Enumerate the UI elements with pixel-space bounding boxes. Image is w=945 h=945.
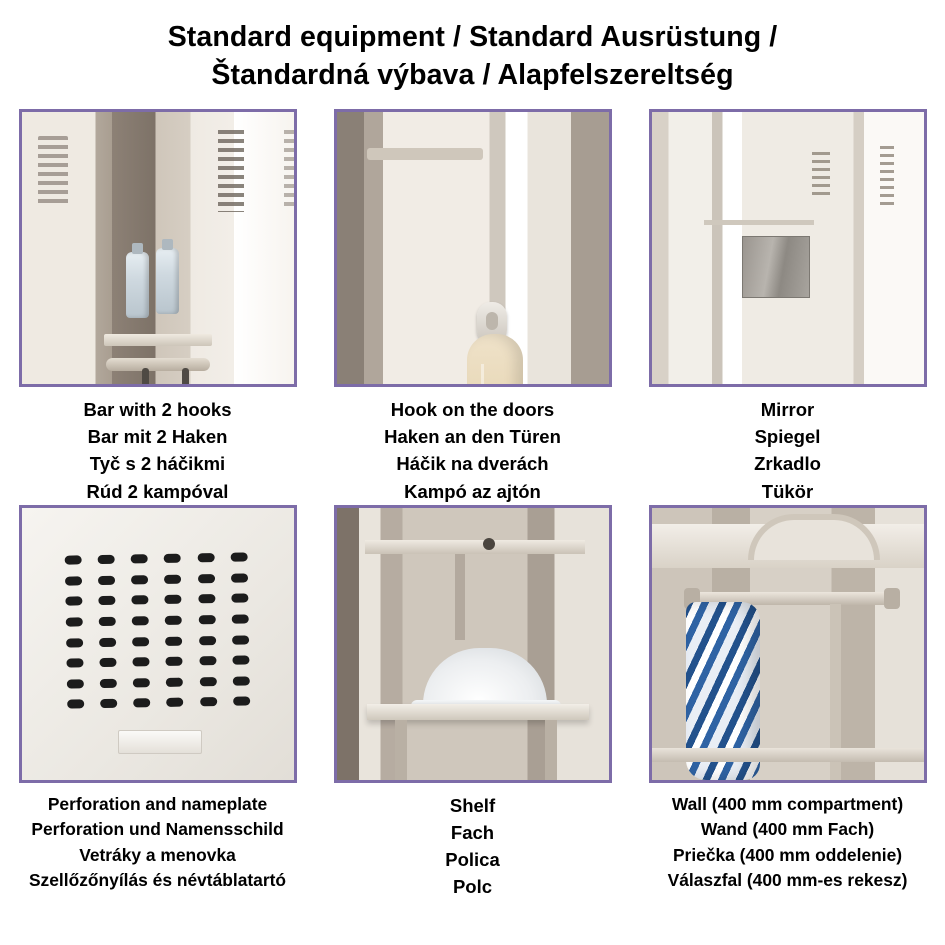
hook-icon [182, 368, 189, 387]
lower-shelf-board [652, 748, 924, 762]
equipment-item [329, 505, 616, 901]
equipment-caption [384, 396, 561, 505]
hanging-towel [467, 334, 523, 387]
shelf-photo [334, 505, 612, 783]
equipment-item [14, 109, 301, 505]
hook-icon [142, 368, 149, 387]
top-shelf-board [365, 540, 585, 554]
equipment-item [644, 109, 931, 505]
caption-line-sk: Polica [445, 849, 500, 871]
hook-on-the-doors-photo [334, 109, 612, 387]
caption-line-de: Perforation und Namensschild [31, 819, 284, 840]
equipment-grid [0, 109, 945, 901]
caption-line-de: Fach [450, 821, 495, 843]
caption-line-hu: Válaszfal (400 mm-es rekesz) [667, 870, 908, 891]
perforation-and-nameplate-photo [19, 505, 297, 783]
knob-icon [483, 538, 495, 550]
caption-line-en: Perforation and nameplate [47, 793, 268, 814]
caption-line-hu: Szellőzőnyílás és névtáblatartó [28, 870, 287, 891]
wall-compartment-photo [649, 505, 927, 783]
caption-line-sk: Háčik na dverách [396, 453, 549, 475]
caption-line-en: Shelf [449, 794, 496, 816]
equipment-caption [668, 792, 908, 894]
equipment-item [644, 505, 931, 901]
locker-side-panel [545, 720, 557, 782]
bar-with-2-hooks-photo [19, 109, 297, 387]
caption-line-en: Bar with 2 hooks [83, 398, 232, 420]
caption-line-en: Wall (400 mm compartment) [671, 793, 904, 814]
caption-line-hu: Rúd 2 kampóval [86, 480, 229, 502]
shelf-edge [367, 148, 483, 160]
caption-line-de: Wand (400 mm Fach) [700, 819, 875, 840]
bottle-icon [156, 248, 179, 314]
caption-line-de: Haken an den Türen [384, 426, 561, 448]
caption-line-hu: Tükör [761, 480, 814, 502]
page-title [0, 0, 945, 95]
perforation-grid-icon [64, 552, 255, 715]
equipment-item [329, 109, 616, 505]
caption-line-sk: Tyč s 2 háčikmi [89, 453, 226, 475]
perforation-slots-right-icon [284, 130, 296, 208]
caption-line-sk: Zrkadlo [754, 453, 821, 475]
nameplate-holder [118, 730, 202, 754]
equipment-caption [445, 792, 500, 901]
perforation-slots-icon [880, 146, 894, 210]
caption-line-de: Bar mit 2 Haken [87, 426, 228, 448]
perforation-slots-middle-icon [218, 130, 244, 212]
equipment-caption [29, 792, 286, 894]
caption-line-hu: Polc [452, 876, 493, 898]
caption-line-sk: Vetráky a menovka [79, 844, 236, 865]
page-title-line-2: Štandardná výbava / Alapfelszereltség [211, 59, 734, 92]
caption-line-sk: Priečka (400 mm oddelenie) [672, 844, 903, 865]
equipment-caption [754, 396, 821, 505]
mirror-panel [742, 236, 810, 298]
arched-shelf [748, 514, 880, 560]
caption-line-de: Spiegel [754, 426, 821, 448]
perforation-slots-icon [812, 152, 830, 198]
shelf-edge [704, 220, 814, 225]
caption-line-en: Hook on the doors [390, 398, 555, 420]
hanging-bar [106, 358, 210, 371]
equipment-caption [83, 396, 231, 505]
bar-bracket [884, 588, 900, 609]
locker-side-panel [395, 720, 407, 782]
mirror-photo [649, 109, 927, 387]
shelf-board [104, 334, 212, 346]
equipment-item [14, 505, 301, 901]
shelf-board [367, 704, 589, 720]
caption-line-hu: Kampó az ajtón [404, 480, 541, 502]
bottle-icon [126, 252, 149, 318]
page-title-line-1: Standard equipment / Standard Ausrüstung / [167, 21, 778, 53]
divider-panel [455, 554, 465, 640]
caption-line-en: Mirror [760, 398, 815, 420]
perforation-slots-left-icon [38, 136, 68, 206]
